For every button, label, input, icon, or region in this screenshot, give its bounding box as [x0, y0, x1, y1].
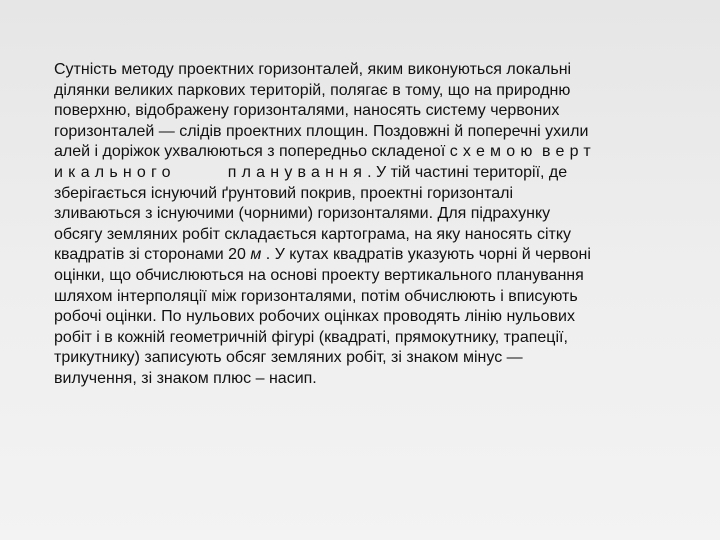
text-fragment: . У тій частині території, де [367, 163, 568, 181]
spaced-word-schemy: схемою [449, 143, 538, 161]
text-line: зливаються з існуючими (чорними) горизонталями. Для підрахунку [54, 205, 551, 223]
text-line [54, 143, 596, 160]
spaced-word-vert: верт [542, 143, 596, 161]
text-line: зберігається існуючий ґрунтовий покрив, проектні горизонталі [54, 184, 514, 202]
text-line: робочі оцінки. По нульових робочих оцінках проводять лінію нульових [54, 308, 575, 326]
text-line: Сутність методу проектних горизонталей, яким виконуються локальні [54, 61, 572, 78]
text-line: трикутнику) записують обсяг земляних робіт, зі знаком мінус — [54, 349, 523, 367]
body-paragraph [54, 60, 674, 390]
text-fragment: алей і доріжок ухвалюються з попередньо складеної [54, 143, 446, 161]
text-line [54, 164, 567, 181]
text-line [54, 246, 591, 263]
text-fragment: квадратів зі сторонами 20 [54, 246, 246, 264]
text-line: обсягу земляних робіт складається картограма, на яку наносять сітку [54, 225, 572, 243]
text-line: оцінки, що обчислюються на основі проекту вертикального планування [54, 266, 584, 284]
spaced-word-ykalnoho: икального [54, 163, 176, 181]
text-line: робіт і в кожній геометричній фігурі (квадраті, прямокутнику, трапеції, [54, 328, 568, 346]
text-line: вилучення, зі знаком плюс – насип. [54, 369, 317, 387]
text-line: ділянки великих паркових територій, полягає в тому, що на природню [54, 81, 571, 99]
text-line: шляхом інтерполяції між горизонталями, потім обчислюють і вписують [54, 287, 578, 305]
text-line: горизонталей — слідів проектних площин. Поздовжні й поперечні ухили [54, 122, 589, 140]
text-fragment: . У кутах квадратів указують чорні й червоні [265, 246, 591, 264]
unit-label: м [250, 246, 262, 264]
spaced-word-planuvannia: планування [227, 163, 368, 181]
text-line: поверхню, відображену горизонталями, наносять систему червоних [54, 102, 560, 120]
